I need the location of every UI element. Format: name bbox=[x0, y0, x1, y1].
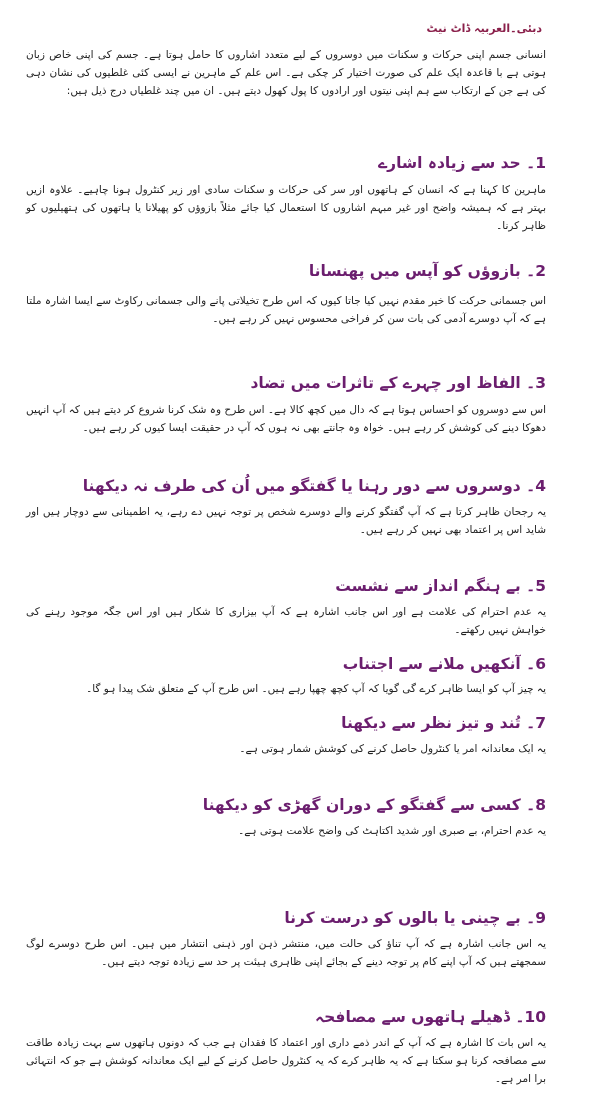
section-title-2: 2۔ بازوؤں کو آپس میں پھنسانا bbox=[308, 262, 546, 280]
intro-paragraph: انسانی جسم اپنی حرکات و سکنات میں دوسروں کے لیے متعدد اشاروں کا حامل ہوتا ہے۔ جسم کی اپنی خاص زبان ہوتی ہے با قاعدہ ایک علم کی صورت اختیار کر چکی ہے۔ اس علم کے ماہرین نے ایسی کئی غلطیوں کی نشان دہی کی ہے جن کے ارتکاب سے ہم اپنی نیتوں اور ارادوں کا پول کھول دیتے ہیں۔ ان میں چند غلطیاں درج ذیل ہیں: bbox=[26, 49, 546, 97]
section-body-3: اس سے دوسروں کو احساس ہوتا ہے کہ دال میں کچھ کالا ہے۔ اس طرح وہ شک کرنا شروع کر دیتے ہیں کہ آپ انہیں دھوکا دینے کی کوشش کر رہے ہیں۔ خواہ وہ جانتے بھی نہ ہوں کہ آپ در حقیقت ایسا کیوں کر رہے ہیں۔ bbox=[26, 404, 546, 434]
section-body-10: یہ اس بات کا اشارہ ہے کہ آپ کے اندر ذمے داری اور اعتماد کا فقدان ہے جب کہ دونوں ہاتھوں سے بہت زیادہ طاقت سے مصافحہ کرنا ہو سکتا ہے کہ یہ ظاہر کرے کہ یہ کنٹرول حاصل کرنے کے لیے ایک معاندانہ کوشش ہے جو کہ انتہائی برا امر ہے۔ bbox=[26, 1037, 546, 1085]
section-title-8: 8۔ کسی سے گفتگو کے دوران گھڑی کو دیکھنا bbox=[202, 796, 546, 814]
section-title-7: 7۔ تُند و تیز نظر سے دیکھنا bbox=[341, 714, 546, 732]
section-body-9: یہ اس جانب اشارہ ہے کہ آپ تناؤ کی حالت میں، منتشر ذہن اور ذہنی انتشار میں ہیں۔ اس طرح دوسرے لوگ سمجھتے ہیں کہ آپ اپنے کام پر توجہ دینے کے بجائے اپنی ظاہری ہیئت پر حد سے زیادہ توجہ دیتے ہیں۔ bbox=[26, 938, 546, 968]
section-body-7: یہ ایک معاندانہ امر یا کنٹرول حاصل کرنے کی کوشش شمار ہوتی ہے۔ bbox=[239, 743, 546, 755]
section-body-1: ماہرین کا کہنا ہے کہ انسان کے ہاتھوں اور سر کی حرکات و سکنات سادی اور زیر کنٹرول ہونا چاہیے۔ علاوہ ازیں بہتر ہے کہ ہمیشہ واضح اور غیر مبہم اشاروں کا استعمال کیا جائے مثلاً بازوؤں کو پھیلانا یا ہاتھوں کی ہتھیلیوں کو ظاہر کرنا۔ bbox=[26, 184, 546, 232]
section-title-6: 6۔ آنکھیں ملانے سے اجتناب bbox=[342, 655, 546, 673]
section-title-5: 5۔ بے ہنگم انداز سے نشست bbox=[335, 577, 546, 595]
section-title-10: 10۔ ڈھیلے ہاتھوں سے مصافحہ bbox=[315, 1008, 546, 1026]
section-body-8: یہ عدم احترام، بے صبری اور شدید اکتاہٹ کی واضح علامت ہوتی ہے۔ bbox=[238, 825, 546, 837]
section-title-1: 1۔ حد سے زیادہ اشارے bbox=[378, 154, 546, 172]
section-body-6: یہ چیز آپ کو ایسا ظاہر کرے گی گویا کہ آپ کچھ چھپا رہے ہیں۔ اس طرح آپ کے متعلق شک پیدا ہو گا۔ bbox=[86, 683, 546, 695]
section-body-4: یہ رجحان ظاہر کرتا ہے کہ آپ گفتگو کرنے والے دوسرے شخص پر توجہ نہیں دے رہے، یہ اطمینانی سے دوچار ہیں اور شاید اس پر اعتماد بھی نہیں کر رہے ہیں۔ bbox=[26, 506, 546, 536]
section-body-2: اس جسمانی حرکت کا خیر مقدم نہیں کیا جاتا کیوں کہ اس طرح تخیلاتی پانے والی جسمانی رکاوٹ سے ایسا اشارہ ملتا ہے کہ آپ دوسرے آدمی کی بات سن کر فراخی محسوس نہیں کر رہے ہیں۔ bbox=[26, 295, 546, 325]
section-body-5: یہ عدم احترام کی علامت ہے اور اس جانب اشارہ ہے کہ آپ بیزاری کا شکار ہیں اور اس جگہ موجود رہنے کی خواہش نہیں رکھتے۔ bbox=[26, 606, 546, 636]
section-title-3: 3۔ الفاظ اور چہرے کے تاثرات میں تضاد bbox=[250, 374, 546, 392]
section-title-4: 4۔ دوسروں سے دور رہنا یا گفتگو میں اُن کی طرف نہ دیکھنا bbox=[82, 477, 546, 495]
source-line: دبئی۔العربیہ ڈاٹ نیٹ bbox=[426, 22, 542, 35]
section-title-9: 9۔ بے چینی یا بالوں کو درست کرنا bbox=[284, 909, 546, 927]
